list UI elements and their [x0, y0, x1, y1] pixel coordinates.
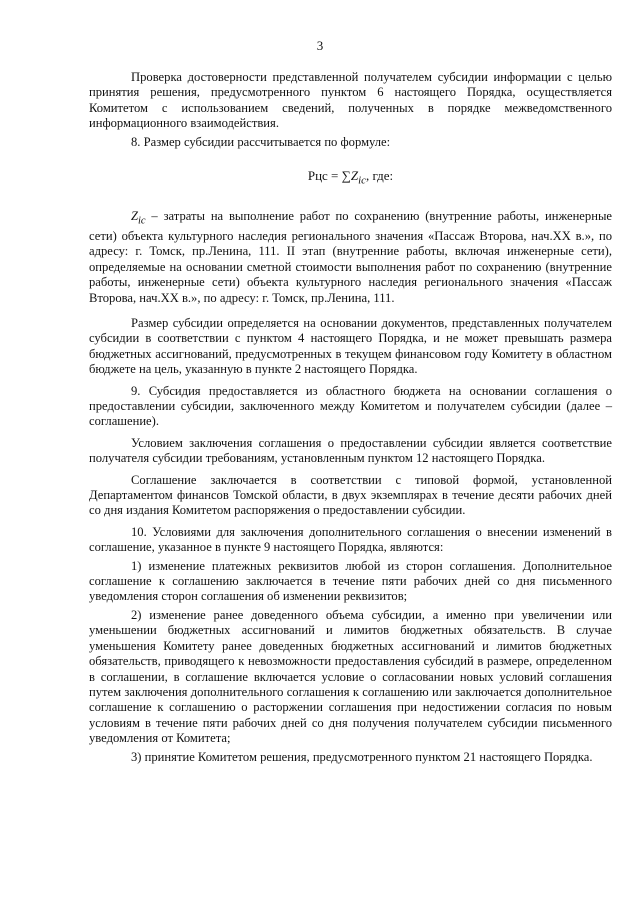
page-number: 3	[316, 38, 324, 53]
paragraph-subitem-1: 1) изменение платежных реквизитов любой из сторон соглашения. Дополнительное соглашение к соглашению заключается в течение пяти рабочих дней со дня письменного уведомления сторон соглашения об изменении реквизитов;	[89, 558, 612, 604]
paragraph-item-8: 8. Размер субсидии рассчитывается по формуле:	[131, 134, 391, 149]
paragraph-subitem-2: 2) изменение ранее доведенного объема субсидии, а именно при увеличении или уменьшении бюджетных ассигнований и лимитов бюджетных обязательств. В случае уменьшения Комитету ранее доведенных бюджетных ассигнований и лимитов бюджетных обязательств, приводящего к невозможности предоставления субсидий в размере, определенном в соглашении, в соглашение включается условие о согласовании новых условий соглашения путем заключения дополнительного соглашения к соглашению или заключается дополнительное соглашение к соглашению о расторжении соглашения при недостижении согласия по новым условиям в течение пяти рабочих дней со дня получения получателем субсидии письменного уведомления от Комитета;	[89, 607, 612, 746]
definition-variable: Z	[131, 209, 139, 224]
paragraph-item-10: 10. Условиями для заключения дополнительного соглашения о внесении изменений в соглашение, указанное в пункте 9 настоящего Порядка, являются:	[89, 524, 612, 555]
formula-variable: Z	[350, 168, 359, 184]
paragraph-subitem-3: 3) принятие Комитетом решения, предусмотренного пунктом 21 настоящего Порядка.	[131, 749, 593, 764]
definition-subscript: ic	[138, 215, 146, 227]
subsidy-formula	[89, 168, 612, 189]
formula-subscript: ic	[358, 174, 366, 187]
paragraph-subsidy-size: Размер субсидии определяется на основании документов, представленных получателем субсидии в соответствии с пунктом 4 настоящего Порядка, и не может превышать размера бюджетных ассигнований, предусмотренных в текущем финансовом году Комитету в областном бюджете на цель, указанную в пункте 2 настоящего Порядка.	[89, 315, 612, 377]
paragraph-verification: Проверка достоверности представленной получателем субсидии информации с целью принятия решения, предусмотренного пунктом 6 настоящего Порядка, осуществляется Комитетом с использованием сведений, полученных в порядке межведомственного информационного взаимодействия.	[89, 70, 612, 131]
document-body	[89, 70, 612, 765]
definition-text: – затраты на выполнение работ по сохранению (внутренние работы, инженерные сети) объекта культурного наследия регионального значения «Пассаж Второва, нач.XX в.», по адресу: г. Томск, пр.Ленина, 111. II этап (внутренние работы, включая инженерные сети), определяемые на основании сметной стоимости выполнения работ по сохранению (внутренние работы, инженерные сети) объекта культурного наследия регионального значения «Пассаж Второва, нач.XX в.», по адресу: г. Томск, пр.Ленина, 111.	[89, 209, 612, 305]
paragraph-item-9: 9. Субсидия предоставляется из областного бюджета на основании соглашения о предоставлении субсидии, заключенного между Комитетом и получателем субсидии (далее – соглашение).	[89, 383, 612, 429]
formula-prefix: Рцс = ∑	[307, 168, 351, 184]
formula-suffix: , где:	[365, 168, 394, 184]
paragraph-agreement-condition: Условием заключения соглашения о предоставлении субсидии является соответствие получателя субсидии требованиям, установленным пунктом 12 настоящего Порядка.	[89, 435, 612, 466]
paragraph-formula-definition	[89, 209, 612, 306]
paragraph-agreement-form: Соглашение заключается в соответствии с типовой формой, установленной Департаментом финансов Томской области, в двух экземплярах в течение десяти рабочих дней со дня издания Комитетом распоряжения о предоставлении субсидии.	[89, 472, 612, 518]
